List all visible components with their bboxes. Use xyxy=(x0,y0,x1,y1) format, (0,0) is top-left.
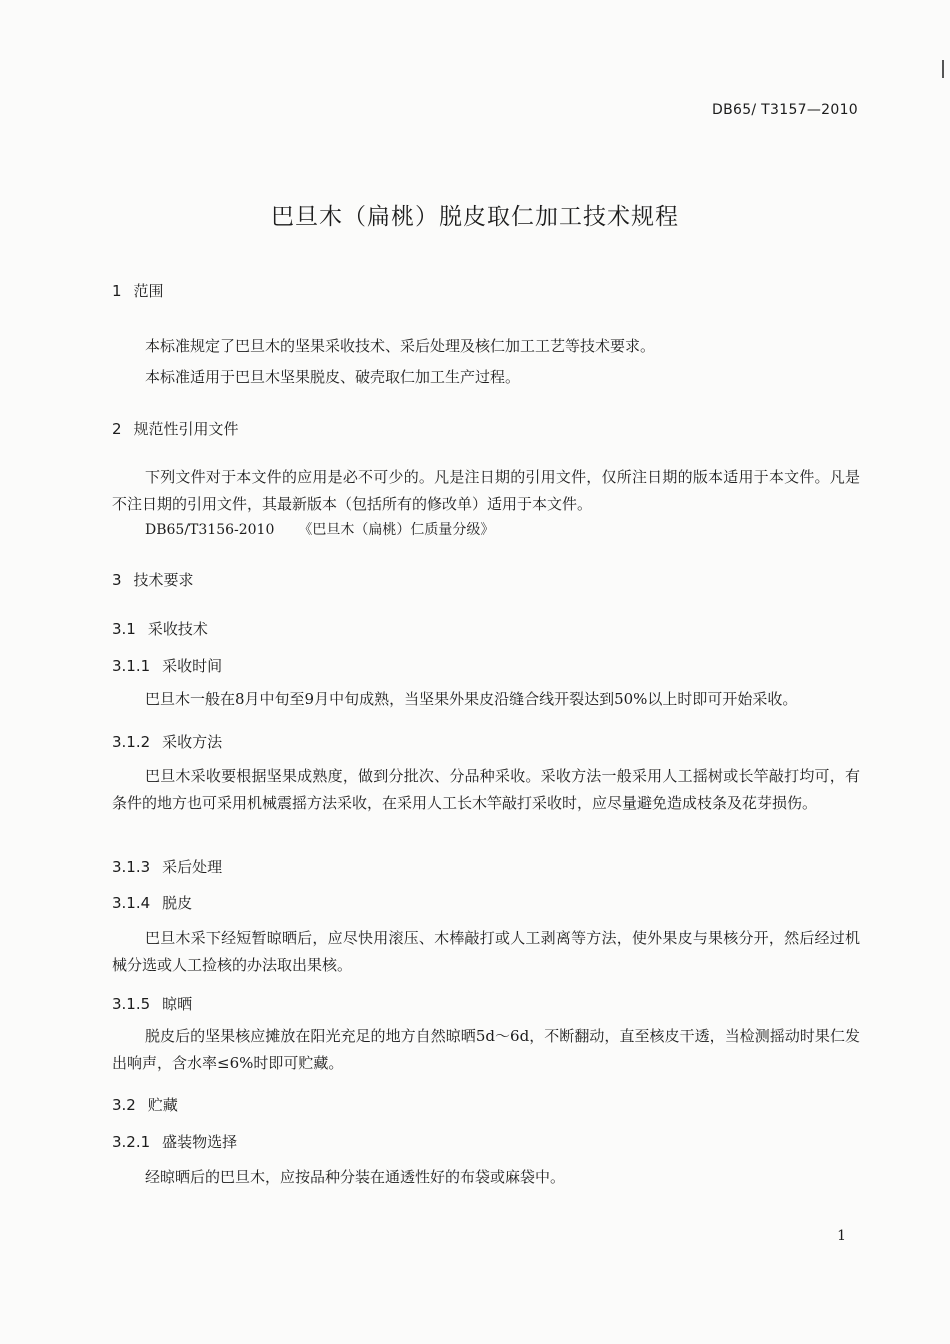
paragraph-container-selection: 经晾晒后的巴旦木，应按品种分装在通透性好的布袋或麻袋中。 xyxy=(145,1168,566,1186)
section-title: 技术要求 xyxy=(133,571,194,589)
section-title: 采后处理 xyxy=(162,858,223,876)
section-number: 3 xyxy=(112,571,122,589)
section-number: 3.1.1 xyxy=(112,657,151,675)
section-heading-3-2 xyxy=(112,1094,178,1115)
reference-title: 《巴旦木（扁桃）仁质量分级》 xyxy=(298,522,495,538)
paragraph-harvest-time: 巴旦木一般在8月中旬至9月中旬成熟，当坚果外果皮沿缝合线开裂达到50%以上时即可开始采收。 xyxy=(145,690,798,708)
section-number: 1 xyxy=(112,282,122,300)
standard-code: DB65/ T3157—2010 xyxy=(712,102,858,118)
section-number: 3.1.4 xyxy=(112,894,151,912)
section-number: 3.1.2 xyxy=(112,733,151,751)
section-title: 脱皮 xyxy=(162,894,193,912)
paragraph-harvest-method: 巴旦木采收要根据坚果成熟度，做到分批次、分品种采收。采收方法一般采用人工摇树或长竿敲打均可，有条件的地方也可采用机械震摇方法采收，在采用人工长木竿敲打采收时，应尽量避免造成枝条及花芽损伤。 xyxy=(112,767,860,812)
section-heading-1 xyxy=(112,280,164,301)
section-title: 规范性引用文件 xyxy=(133,420,239,438)
section-heading-3-1-5 xyxy=(112,993,192,1014)
section-title: 采收方法 xyxy=(162,733,223,751)
referenced-standard xyxy=(145,519,518,539)
page-number: 1 xyxy=(837,1228,846,1244)
section-heading-3-1-2 xyxy=(112,731,222,752)
reference-code: DB65/T3156-2010 xyxy=(145,522,275,538)
section-number: 3.1.5 xyxy=(112,995,151,1013)
section-number: 3.2 xyxy=(112,1096,136,1114)
paragraph-hulling: 巴旦木采下经短暂晾晒后，应尽快用滚压、木棒敲打或人工剥离等方法，使外果皮与果核分开，然后经过机械分选或人工捡核的办法取出果核。 xyxy=(112,929,860,974)
section-heading-3-2-1 xyxy=(112,1131,237,1152)
section-title: 贮藏 xyxy=(147,1096,178,1114)
paragraph-scope-2: 本标准适用于巴旦木坚果脱皮、破壳取仁加工生产过程。 xyxy=(145,368,521,386)
section-heading-3-1 xyxy=(112,618,208,639)
section-number: 2 xyxy=(112,420,122,438)
section-title: 晾晒 xyxy=(162,995,193,1013)
section-heading-3-1-4 xyxy=(112,892,192,913)
paragraph-scope-1: 本标准规定了巴旦木的坚果采收技术、采后处理及核仁加工工艺等技术要求。 xyxy=(145,337,656,355)
paragraph-drying: 脱皮后的坚果核应摊放在阳光充足的地方自然晾晒5d～6d，不断翻动，直至核皮干透，当检测摇动时果仁发出响声，含水率≤6%时即可贮藏。 xyxy=(112,1027,860,1072)
section-number: 3.1.3 xyxy=(112,858,151,876)
section-title: 采收时间 xyxy=(162,657,223,675)
paragraph-references: 下列文件对于本文件的应用是必不可少的。凡是注日期的引用文件，仅所注日期的版本适用于本文件。凡是不注日期的引用文件，其最新版本（包括所有的修改单）适用于本文件。 xyxy=(112,468,860,513)
scan-edge-mark xyxy=(942,60,944,78)
section-number: 3.2.1 xyxy=(112,1133,151,1151)
section-heading-3-1-3 xyxy=(112,856,222,877)
section-heading-2 xyxy=(112,418,239,439)
section-heading-3 xyxy=(112,569,194,590)
section-title: 采收技术 xyxy=(147,620,208,638)
section-heading-3-1-1 xyxy=(112,655,222,676)
document-title: 巴旦木（扁桃）脱皮取仁加工技术规程 xyxy=(271,204,679,230)
section-title: 范围 xyxy=(133,282,164,300)
section-title: 盛装物选择 xyxy=(162,1133,238,1151)
section-number: 3.1 xyxy=(112,620,136,638)
